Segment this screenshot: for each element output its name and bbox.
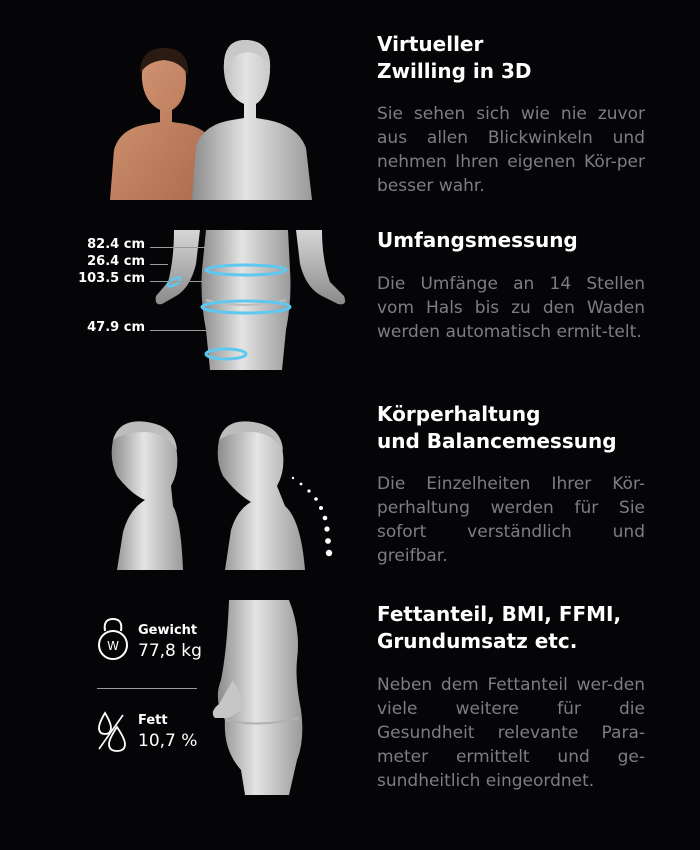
torso-measurement-illustration (140, 230, 355, 370)
section-body: Die Einzelheiten Ihrer Kör-perhaltung werden für Sie sofort verständlich und greifbar. (377, 474, 645, 566)
fat-label: Fett (138, 713, 168, 728)
section-heading: Fettanteil, BMI, FFMI, Grundumsatz etc. (377, 602, 622, 653)
svg-text:W: W (107, 639, 119, 653)
fat-metric (95, 707, 215, 757)
measurement-line (150, 330, 206, 331)
measurement-line (150, 247, 208, 248)
section-posture (0, 385, 700, 595)
measurement-line (150, 264, 168, 265)
measurement-label: 26.4 cm (87, 254, 145, 269)
fat-value: 10,7 % (138, 731, 198, 751)
section-body: Sie sehen sich wie nie zuvor aus allen Blickwinkeln und nehmen Ihren eigenen Kör-per besser wahr. (377, 104, 645, 196)
weight-metric (95, 617, 215, 667)
measurement-line (150, 281, 208, 282)
side-body-illustration (205, 600, 315, 795)
kettlebell-icon (95, 617, 131, 661)
metric-divider (97, 688, 197, 689)
drops-icon (95, 709, 131, 753)
section-heading: Körperhaltung und Balancemessung (377, 402, 617, 453)
measurement-label: 82.4 cm (87, 237, 145, 252)
section-circumference (0, 210, 700, 385)
section-body: Die Umfänge an 14 Stellen vom Hals bis zu den Waden werden automatisch ermit-telt. (377, 274, 645, 342)
posture-illustration (105, 420, 355, 570)
weight-label: Gewicht (138, 623, 198, 638)
section-heading: Virtueller Zwilling in 3D (377, 32, 532, 83)
section-body: Neben dem Fettanteil wer-den viele weitere für die Gesundheit relevante Para-meter ermittelt und ge-sundheitlich eingeordnet. (377, 675, 645, 791)
section-heading: Umfangsmessung (377, 228, 578, 252)
measurement-label: 47.9 cm (87, 320, 145, 335)
virtual-twin-illustration (100, 40, 340, 200)
weight-value: 77,8 kg (138, 641, 202, 661)
section-body-composition (0, 595, 700, 850)
section-virtual-twin (0, 0, 700, 210)
measurement-label: 103.5 cm (78, 271, 145, 286)
